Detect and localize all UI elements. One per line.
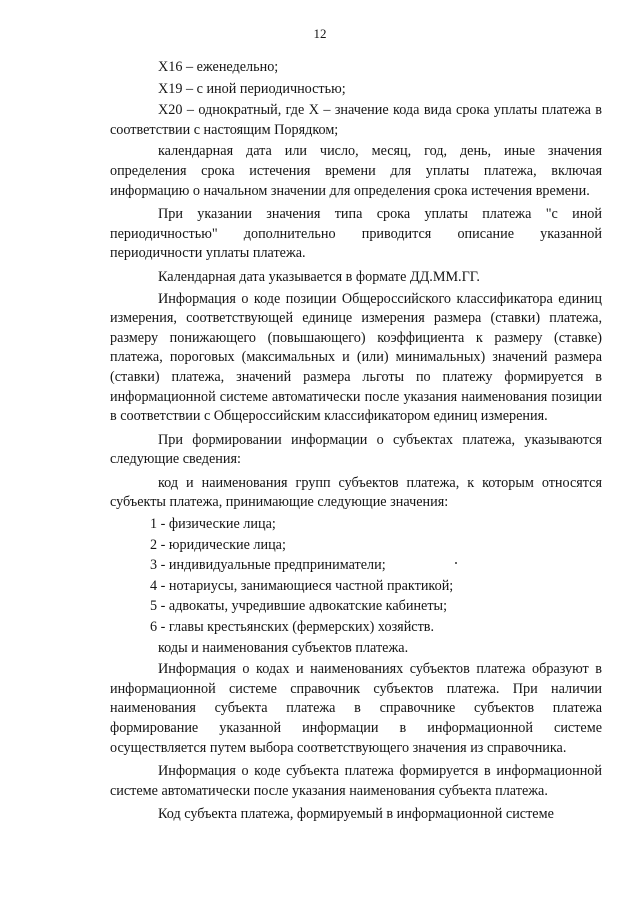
document-body xyxy=(110,58,602,827)
paragraph: коды и наименования субъектов платежа. xyxy=(158,639,409,656)
paragraph: код и наименования групп субъектов платежа, к которым относятся субъекты платежа, принимающие следующие значения: xyxy=(110,474,602,511)
list-item: 2 - юридические лица; xyxy=(150,536,286,553)
paragraph: Х16 – еженедельно; xyxy=(158,59,279,75)
list-item: 1 - физические лица; xyxy=(150,516,276,533)
paragraph: При указании значения типа срока уплаты платежа "с иной периодичностью" дополнительно приводится описание указанной периодичности уплаты платежа. xyxy=(110,206,602,262)
list-item: 4 - нотариусы, занимающиеся частной практикой; xyxy=(150,577,454,594)
paragraph: Информация о коде субъекта платежа формируется в информационной системе автоматически после указания наименования субъекта платежа. xyxy=(110,763,602,799)
list-item: 5 - адвокаты, учредившие адвокатские кабинеты; xyxy=(150,598,448,615)
paragraph: Х19 – с иной периодичностью; xyxy=(158,80,346,97)
list-item: 6 - главы крестьянских (фермерских) хозяйств. xyxy=(150,619,435,636)
paragraph: Код субъекта платежа, формируемый в информационной системе xyxy=(158,806,554,823)
scan-speck xyxy=(455,562,457,564)
list-item: 3 - индивидуальные предприниматели; xyxy=(150,557,386,574)
page-number: 12 xyxy=(313,26,327,41)
paragraph: Информация о коде позиции Общероссийского классификатора единиц измерения, соответствующей единице измерения размера (ставки) платежа, размеру понижающего (повышающего) коэффициента к размеру (ставке) платежа, пороговых (максимальных и (или) минимальных) значений размера (ставки) платежа, значений размера льготы по платежу формируется в информационной системе автоматически после указания наименования позиции в соответствии с Общероссийским классификатором единиц измерения. xyxy=(110,290,602,425)
paragraph: Календарная дата указывается в формате ДД.ММ.ГГ. xyxy=(158,268,480,285)
paragraph: При формировании информации о субъектах платежа, указываются следующие сведения: xyxy=(110,431,602,468)
paragraph: календарная дата или число, месяц, год, день, иные значения определения срока истечения времени для уплаты платежа, включая информацию о начальном значении для определения срока истечения времени. xyxy=(110,143,602,199)
paragraph: Информация о кодах и наименованиях субъектов платежа образуют в информационной системе справочник субъектов платежа. При наличии наименования субъекта платежа в справочнике субъектов платежа формирование указанной информации в информационной системе осуществляется путем выбора соответствующего значения из справочника. xyxy=(110,661,602,756)
paragraph: Х20 – однократный, где Х – значение кода вида срока уплаты платежа в соответствии с настоящим Порядком; xyxy=(110,102,602,138)
